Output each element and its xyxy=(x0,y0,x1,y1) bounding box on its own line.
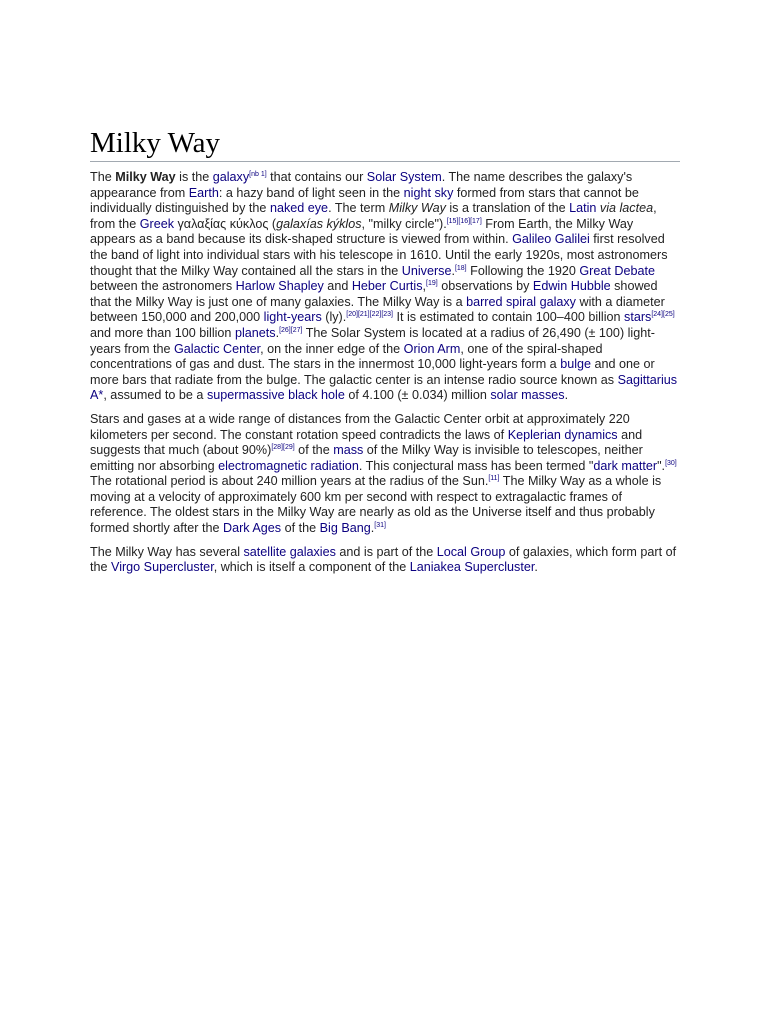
text: , from the xyxy=(90,201,657,231)
text: Following the 1920 xyxy=(466,263,580,278)
link-sagittarius-a[interactable]: Sagittarius A* xyxy=(90,372,678,403)
paragraph-rotation xyxy=(90,412,680,537)
text: observations by xyxy=(437,279,533,294)
text: . xyxy=(534,560,538,575)
text: of galaxies, which form part of the xyxy=(90,544,677,575)
link-virgo-supercluster[interactable]: Virgo Supercluster xyxy=(111,560,214,575)
ref-link[interactable]: [15] xyxy=(446,217,459,225)
ref-link[interactable]: [20] xyxy=(346,311,358,319)
italic-term: Milky Way xyxy=(388,201,446,216)
text: of the xyxy=(281,521,320,536)
ref-link[interactable]: [17] xyxy=(470,217,482,225)
text: The Solar System is located at a radius of 26,490 (± 100) light-years from the xyxy=(90,325,655,356)
ref xyxy=(249,171,267,178)
paragraph-intro xyxy=(90,170,680,404)
ref xyxy=(665,460,677,467)
text: , "milky circle"). xyxy=(361,216,447,231)
link-planets[interactable]: planets xyxy=(234,325,276,340)
ref xyxy=(651,311,674,318)
ref xyxy=(271,444,294,451)
text: (ly). xyxy=(321,310,347,325)
text: From Earth, the Milky Way appears as a band because its disk-shaped structure is viewed from within. xyxy=(90,216,634,247)
link-dark-ages[interactable]: Dark Ages xyxy=(223,521,282,536)
article xyxy=(90,126,680,576)
link-bulge[interactable]: bulge xyxy=(560,357,592,372)
ref xyxy=(447,218,482,225)
text: . xyxy=(564,388,569,403)
link-edwin-hubble[interactable]: Edwin Hubble xyxy=(532,279,611,294)
italic-term: via lactea xyxy=(599,201,654,216)
text: formed from stars that cannot be individually distinguished by the xyxy=(90,185,639,216)
text: of 4.100 (± 0.034) million xyxy=(344,388,491,403)
link-keplerian-dynamics[interactable]: Keplerian dynamics xyxy=(507,427,618,442)
link-barred-spiral-galaxy[interactable]: barred spiral galaxy xyxy=(466,294,576,309)
link-laniakea-supercluster[interactable]: Laniakea Supercluster xyxy=(409,560,535,575)
ref xyxy=(374,522,386,529)
ref-link[interactable]: [30] xyxy=(665,459,677,467)
ref-link[interactable]: [27] xyxy=(290,326,303,334)
link-dark-matter[interactable]: dark matter xyxy=(593,458,658,473)
link-local-group[interactable]: Local Group xyxy=(436,544,506,559)
text: The xyxy=(90,170,116,184)
link-galileo[interactable]: Galileo Galilei xyxy=(512,232,590,247)
text: The Milky Way has several xyxy=(90,544,244,559)
text: is the xyxy=(175,170,213,184)
italic-term: galaxías kýklos xyxy=(276,216,362,231)
link-solar-masses[interactable]: solar masses xyxy=(490,388,565,403)
ref-link[interactable]: [18] xyxy=(454,264,467,272)
ref-link[interactable]: [nb 1] xyxy=(249,171,267,178)
text: between the astronomers xyxy=(90,279,236,294)
text: that contains our xyxy=(266,170,367,184)
link-solar-system[interactable]: Solar System xyxy=(366,170,442,184)
text: of the Milky Way is invisible to telescopes, neither emitting nor absorbing xyxy=(90,443,643,473)
text: and suggests that much (about 90%) xyxy=(90,427,643,458)
ref-link[interactable]: [23] xyxy=(381,311,393,319)
text: first resolved the band of light into individual stars with his telescope in 1610. Until the early 1920s, most astronomers thought that the Milky Way contained all the stars in the xyxy=(90,232,668,278)
ref-link[interactable]: [25] xyxy=(663,311,675,319)
link-light-years[interactable]: light-years xyxy=(263,310,322,325)
text: , on the inner edge of the xyxy=(260,341,404,356)
text: . This conjectural mass has been termed " xyxy=(358,458,594,473)
link-supermassive-black-hole[interactable]: supermassive black hole xyxy=(206,388,345,403)
text: . xyxy=(451,263,455,278)
ref-link[interactable]: [22] xyxy=(369,311,382,319)
ref xyxy=(455,265,467,272)
ref-link[interactable]: [24] xyxy=(651,311,664,319)
text: with a diameter between 150,000 and 200,000 xyxy=(90,294,665,325)
link-universe[interactable]: Universe xyxy=(401,263,452,278)
text: The rotational period is about 240 million years at the radius of the Sun. xyxy=(90,474,489,489)
ref-link[interactable]: [11] xyxy=(488,475,500,483)
link-greek[interactable]: Greek xyxy=(139,216,174,231)
text: and xyxy=(323,279,352,294)
link-electromagnetic-radiation[interactable]: electromagnetic radiation xyxy=(218,458,359,473)
page-title: Milky Way xyxy=(90,126,680,162)
ref xyxy=(426,280,438,287)
text: , assumed to be a xyxy=(103,388,207,403)
link-mass[interactable]: mass xyxy=(333,443,364,458)
ref-link[interactable]: [29] xyxy=(283,444,295,452)
text: γαλαξίας κύκλος ( xyxy=(174,216,277,231)
link-harlow-shapley[interactable]: Harlow Shapley xyxy=(235,279,324,294)
link-orion-arm[interactable]: Orion Arm xyxy=(403,341,461,356)
link-night-sky[interactable]: night sky xyxy=(403,185,454,200)
text: , one of the spiral-shaped concentrations of gas and dust. The stars in the innermost 10,000 light-years form a xyxy=(90,341,603,372)
text: . The term xyxy=(328,201,389,216)
ref xyxy=(346,311,393,318)
link-heber-curtis[interactable]: Heber Curtis xyxy=(351,279,423,294)
link-galactic-center[interactable]: Galactic Center xyxy=(174,341,261,356)
bold-term: Milky Way xyxy=(115,170,176,184)
link-satellite-galaxies[interactable]: satellite galaxies xyxy=(243,544,336,559)
ref xyxy=(488,475,499,482)
paragraph-satellites xyxy=(90,545,680,576)
text: and more than 100 billion xyxy=(90,325,235,340)
text: The Milky Way as a whole is moving at a velocity of approximately 600 km per second with respect to extragalactic frames of reference. The oldest stars in the Milky Way are nearly as old as the Universe itself and thus probably formed shortly after the xyxy=(90,474,662,536)
link-naked-eye[interactable]: naked eye xyxy=(269,201,329,216)
text: and one or more bars that radiate from the bulge. The galactic center is an intense radio source known as xyxy=(90,357,655,387)
ref-link[interactable]: [21] xyxy=(357,311,370,319)
ref-link[interactable]: [16] xyxy=(458,217,471,225)
ref-link[interactable]: [26] xyxy=(279,326,291,334)
link-galaxy[interactable]: galaxy xyxy=(212,170,250,184)
text: , xyxy=(422,279,427,294)
ref-link[interactable]: [28] xyxy=(271,444,283,452)
ref xyxy=(279,327,302,334)
text: . xyxy=(370,521,375,536)
text: is a translation of the xyxy=(445,201,570,216)
link-stars[interactable]: stars xyxy=(624,310,652,325)
text: , which is itself a component of the xyxy=(213,560,410,575)
link-latin[interactable]: Latin xyxy=(569,201,597,216)
link-great-debate[interactable]: Great Debate xyxy=(579,263,655,278)
text: . xyxy=(275,325,280,340)
link-big-bang[interactable]: Big Bang xyxy=(319,521,371,536)
text: and is part of the xyxy=(335,544,437,559)
text: Stars and gases at a wide range of distances from the Galactic Center orbit at approximately 220 kilometers per second. The constant rotation speed contradicts the laws of xyxy=(90,411,630,442)
text: . The name describes the galaxy's appearance from xyxy=(90,170,633,200)
text: showed that the Milky Way is just one of many galaxies. The Milky Way is a xyxy=(90,279,658,309)
text: of the xyxy=(294,443,334,458)
ref-link[interactable]: [19] xyxy=(426,280,438,288)
ref-link[interactable]: [31] xyxy=(374,522,386,530)
text: : a hazy band of light seen in the xyxy=(218,185,404,200)
text: It is estimated to contain 100–400 billion xyxy=(393,310,625,325)
link-earth[interactable]: Earth xyxy=(188,185,219,200)
text: ". xyxy=(657,458,666,473)
